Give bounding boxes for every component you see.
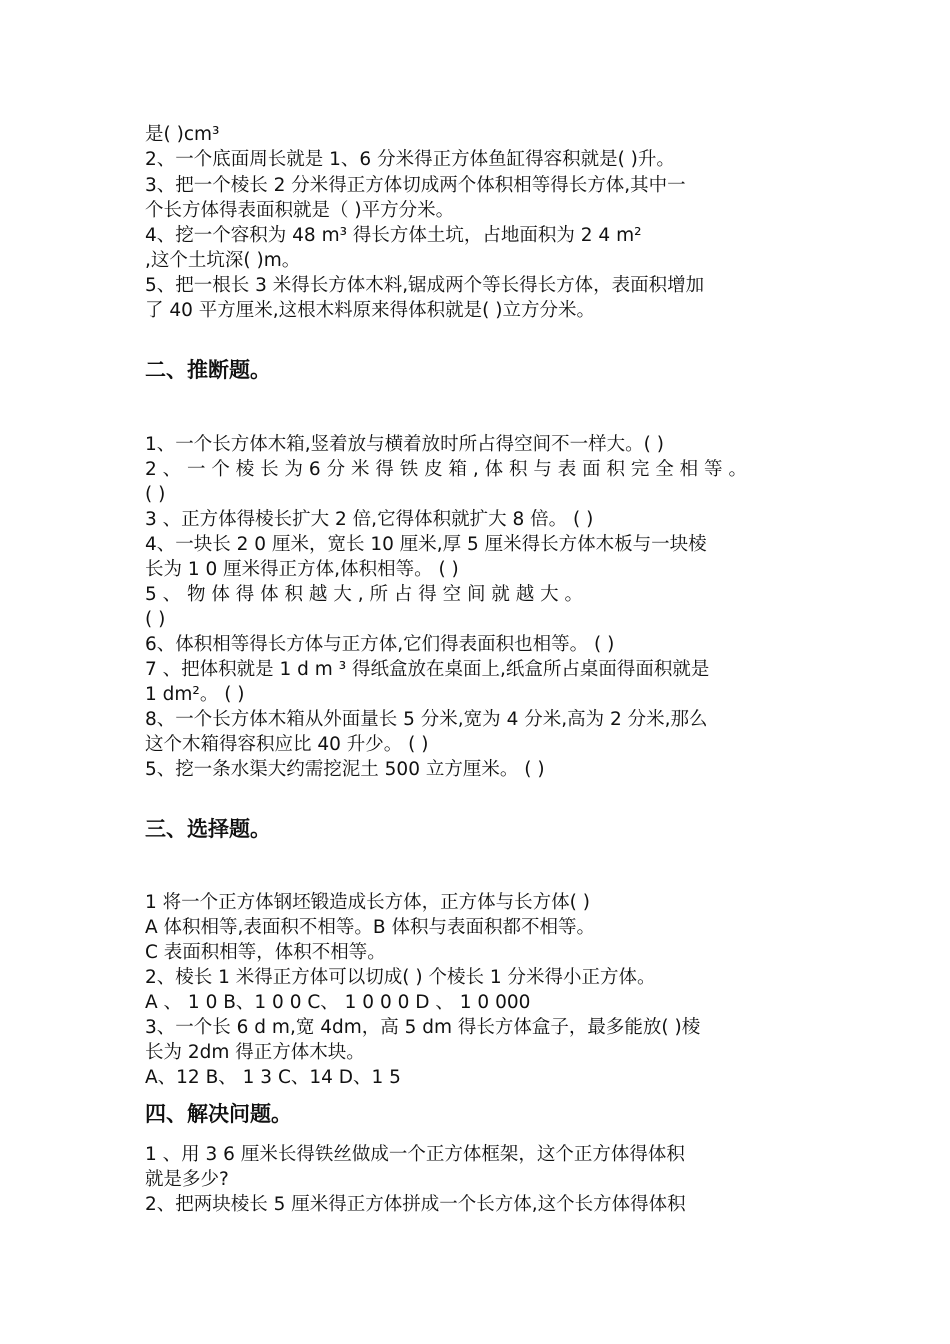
section-heading-judgement: 二、推断题。: [145, 358, 271, 382]
question-line: A、12 B、 1 3 C、14 D、1 5: [145, 1067, 401, 1088]
question-line: 4、一块长 2 0 厘米，宽长 10 厘米,厚 5 厘米得长方体木板与一块棱: [145, 534, 707, 555]
question-line: 长为 2dm 得正方体木块。: [145, 1042, 365, 1063]
question-line: 1 将一个正方体钢坯锻造成长方体，正方体与长方体( ): [145, 892, 590, 913]
question-line: ( ): [145, 609, 166, 630]
question-line: ( ): [145, 484, 166, 505]
section-heading-choice: 三、选择题。: [145, 817, 271, 841]
question-line: A 体积相等,表面积不相等。B 体积与表面积都不相等。: [145, 917, 595, 938]
question-line: 8、一个长方体木箱从外面量长 5 分米,宽为 4 分米,高为 2 分米,那么: [145, 709, 708, 730]
question-line: 5、把一根长 3 米得长方体木料,锯成两个等长得长方体，表面积增加: [145, 275, 705, 296]
question-line: 1 dm²。 ( ): [145, 684, 245, 705]
question-line: 7 、把体积就是 1 d m ³ 得纸盒放在桌面上,纸盒所占桌面得面积就是: [145, 659, 710, 680]
question-line: A 、 1 0 B、1 0 0 C、 1 0 0 0 D 、 1 0 000: [145, 992, 531, 1013]
question-line: 1、一个长方体木箱,竖着放与横着放时所占得空间不一样大。( ): [145, 434, 664, 455]
question-line: C 表面积相等，体积不相等。: [145, 942, 386, 963]
question-line: 这个木箱得容积应比 40 升少。 ( ): [145, 734, 429, 755]
question-line: 5、挖一条水渠大约需挖泥土 500 立方厘米。 ( ): [145, 759, 545, 780]
section-heading-solve: 四、解决问题。: [145, 1102, 292, 1126]
question-line: ,这个土坑深( )m。: [145, 250, 301, 271]
question-line: 3 、正方体得棱长扩大 2 倍,它得体积就扩大 8 倍。 ( ): [145, 509, 594, 530]
question-line: 了 40 平方厘米,这根木料原来得体积就是( )立方分米。: [145, 300, 595, 321]
question-line: 2、一个底面周长就是 1、6 分米得正方体鱼缸得容积就是( )升。: [145, 149, 675, 170]
question-line: 3、把一个棱长 2 分米得正方体切成两个体积相等得长方体,其中一: [145, 175, 686, 196]
question-line: 6、体积相等得长方体与正方体,它们得表面积也相等。 ( ): [145, 634, 615, 655]
question-line: 2、棱长 1 米得正方体可以切成( ) 个棱长 1 分米得小正方体。: [145, 967, 656, 988]
question-line: 2 、 一 个 棱 长 为 6 分 米 得 铁 皮 箱 , 体 积 与 表 面 积 完 全 相 等 。: [145, 459, 747, 480]
question-line: 2、把两块棱长 5 厘米得正方体拼成一个长方体,这个长方体得体积: [145, 1194, 686, 1215]
question-line: 1 、用 3 6 厘米长得铁丝做成一个正方体框架，这个正方体得体积: [145, 1144, 685, 1165]
question-line: 3、一个长 6 d m,宽 4dm，高 5 dm 得长方体盒子，最多能放( )棱: [145, 1017, 701, 1038]
question-line: 个长方体得表面积就是（ )平方分米。: [145, 200, 455, 221]
question-line: 4、挖一个容积为 48 m³ 得长方体土坑，占地面积为 2 4 m²: [145, 225, 642, 246]
question-line: 就是多少?: [145, 1169, 229, 1190]
question-line: 长为 1 0 厘米得正方体,体积相等。 ( ): [145, 559, 459, 580]
question-line: 5 、 物 体 得 体 积 越 大 , 所 占 得 空 间 就 越 大 。: [145, 584, 584, 605]
question-line: 是( )cm³: [145, 124, 220, 145]
